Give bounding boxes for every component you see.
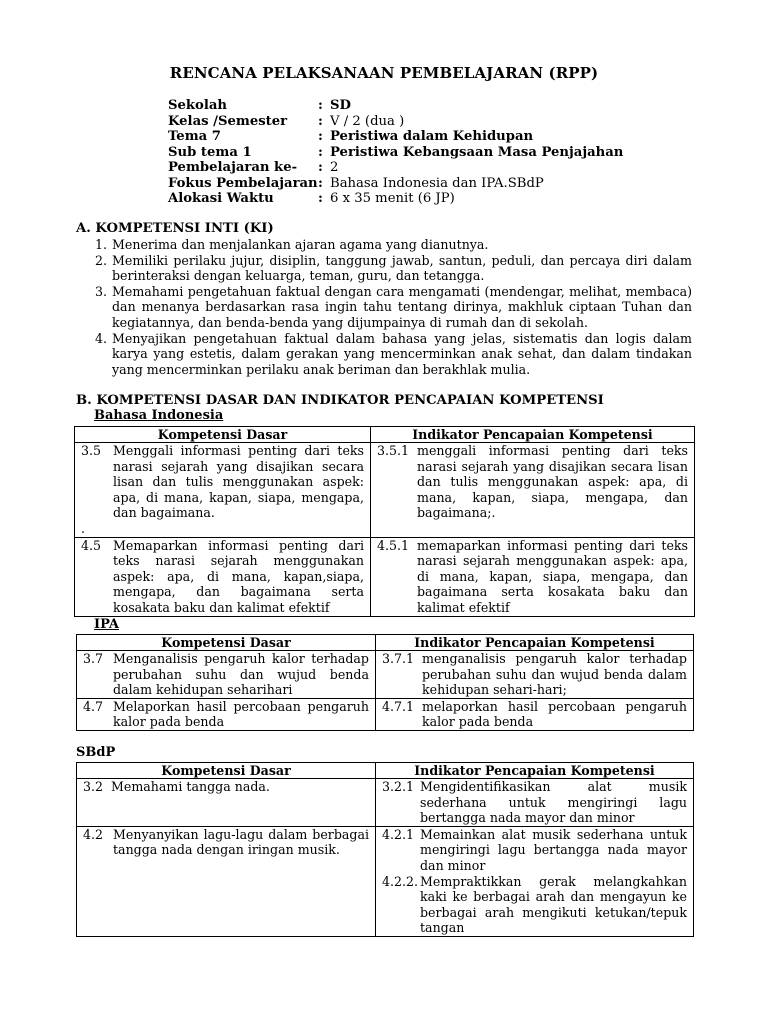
indicator-text: Mengidentifikasikan alat musik sederhana untuk mengiringi lagu bertangga nada mayor dan minor: [420, 779, 687, 826]
info-label: Kelas /Semester: [168, 113, 288, 129]
indicator-text: Mempraktikkan gerak melangkahkan kaki ke berbagai arah dan mengayun ke berbagai arah mengikuti ketukan/tepuk tangan: [420, 873, 687, 936]
section-a-heading: A. KOMPETENSI INTI (KI): [76, 221, 274, 236]
info-value: 2: [330, 160, 339, 175]
kd-cell: [77, 698, 376, 730]
kd-text: Melaporkan hasil percobaan pengaruh kalor pada benda: [113, 698, 369, 730]
kd-number: 3.7: [83, 651, 104, 666]
indicator-number: 4.2.2.: [382, 873, 419, 889]
indicator-cell: [376, 826, 694, 936]
indicator-cell: [371, 537, 695, 616]
ki-list: [84, 237, 692, 377]
kd-number: 3.2: [83, 779, 104, 794]
ki-number: 4.: [94, 330, 107, 346]
kd-number: 3.5: [81, 443, 102, 458]
info-colon: :: [318, 160, 323, 175]
table-row: [75, 443, 695, 538]
indicator-number: 4.5.1: [377, 537, 410, 553]
info-row-focus: [168, 176, 623, 192]
column-header-kd: Kompetensi Dasar: [75, 427, 371, 443]
indicator-cell: [376, 651, 694, 699]
table-row: [77, 651, 694, 699]
kd-cell: [77, 651, 376, 699]
column-header-ipk: Indikator Pencapaian Kompetensi: [371, 427, 695, 443]
ki-item: [84, 331, 692, 378]
ki-number: 1.: [94, 237, 107, 252]
kd-text: Memahami tangga nada.: [111, 779, 270, 794]
kd-text: Menganalisis pengaruh kalor terhadap perubahan suhu dan wujud benda dalam kehidupan seharihari: [113, 651, 369, 698]
column-header-ipk: Indikator Pencapaian Kompetensi: [376, 763, 694, 779]
info-colon: :: [318, 175, 323, 191]
indicator-text: menggali informasi penting dari teks narasi sejarah yang disajikan secara lisan dan tulis menggunakan aspek: apa, di mana, kapan, siapa, mengapa, dan bagaimana;.: [417, 443, 688, 521]
info-value: Peristiwa Kebangsaan Masa Penjajahan: [330, 144, 624, 160]
bahasa-indonesia-table: [74, 426, 695, 617]
info-row-subtheme: [168, 145, 623, 161]
ipa-heading: IPA: [94, 617, 119, 632]
kd-extra: .: [81, 520, 86, 536]
info-colon: :: [318, 129, 323, 144]
ipa-table: [76, 634, 694, 731]
kd-text: Memaparkan informasi penting dari teks narasi sejarah menggunakan aspek: apa, di mana, kapan,siapa, mengapa, dan bagaimana serta kosakata baku dan kalimat efektif: [113, 537, 364, 615]
sbdp-table: [76, 762, 694, 937]
indicator-text: Memainkan alat musik sederhana untuk mengiringi lagu bertangga nada mayor dan minor: [420, 826, 687, 873]
ki-item: [84, 253, 692, 284]
info-label: Sekolah: [168, 98, 227, 113]
identity-block: [168, 98, 623, 207]
ki-item: [84, 237, 692, 253]
section-b-heading: B. KOMPETENSI DASAR DAN INDIKATOR PENCAPAIAN KOMPETENSI: [76, 393, 604, 408]
table-row: [77, 826, 694, 936]
kd-number: 4.7: [83, 698, 104, 714]
kd-number: 4.5: [81, 537, 102, 553]
table-header-row: [77, 763, 694, 779]
info-colon: :: [318, 144, 323, 160]
kd-cell: [77, 779, 376, 827]
indicator-number: 3.2.1: [382, 779, 415, 794]
table-row: [77, 779, 694, 827]
indicator-number: 4.7.1: [382, 698, 415, 714]
info-colon: :: [318, 113, 323, 129]
indicator-number: 4.2.1: [382, 826, 415, 842]
sbdp-heading: SBdP: [76, 745, 116, 760]
table-header-row: [75, 427, 695, 443]
kd-cell: [75, 537, 371, 616]
info-row-theme: [168, 129, 623, 145]
indicator-text: memaparkan informasi penting dari teks narasi sejarah menggunakan aspek: apa, di mana, kapan, siapa, mengapa, dan bagaimana serta kosakata baku dan kalimat efektif: [417, 537, 688, 615]
info-value: Peristiwa dalam Kehidupan: [330, 129, 534, 144]
kd-text: Menyanyikan lagu-lagu dalam berbagai tangga nada dengan iringan musik.: [113, 826, 369, 858]
kd-cell: [77, 826, 376, 936]
table-row: [77, 698, 694, 730]
info-value: 6 x 35 menit (6 JP): [330, 191, 455, 206]
info-label: Sub tema 1: [168, 144, 252, 160]
table-row: [75, 537, 695, 616]
indicator-text: menganalisis pengaruh kalor terhadap perubahan suhu dan wujud benda dalam kehidupan sehari-hari;: [422, 651, 687, 698]
table-header-row: [77, 635, 694, 651]
indicator-text: melaporkan hasil percobaan pengaruh kalor pada benda: [422, 698, 687, 730]
ki-number: 2.: [94, 252, 107, 268]
ki-text: Menerima dan menjalankan ajaran agama yang dianutnya.: [112, 237, 489, 252]
column-header-kd: Kompetensi Dasar: [77, 635, 376, 651]
info-colon: :: [318, 191, 323, 206]
ki-number: 3.: [94, 283, 107, 299]
column-header-ipk: Indikator Pencapaian Kompetensi: [376, 635, 694, 651]
ki-text: Memahami pengetahuan faktual dengan cara mengamati (mendengar, melihat, membaca) dan menanya berdasarkan rasa ingin tahu tentang dirinya, makhluk ciptaan Tuhan dan kegiatannya, dan benda-benda yang dijumpainya di rumah dan di sekolah.: [112, 283, 692, 330]
bahasa-indonesia-heading: Bahasa Indonesia: [94, 408, 224, 423]
indicator-cell: [371, 443, 695, 538]
info-value: V / 2 (dua ): [330, 113, 405, 129]
info-colon: :: [318, 98, 323, 113]
info-value: Bahasa Indonesia dan IPA.SBdP: [330, 175, 544, 191]
indicator-cell: [376, 779, 694, 827]
indicator-cell: [376, 698, 694, 730]
info-label: Alokasi Waktu: [168, 191, 274, 206]
info-row-time: [168, 191, 623, 207]
ki-item: [84, 284, 692, 331]
indicator-number: 3.7.1: [382, 651, 415, 666]
column-header-kd: Kompetensi Dasar: [77, 763, 376, 779]
info-row-lesson: [168, 160, 623, 176]
info-label: Tema 7: [168, 129, 221, 144]
kd-text: Menggali informasi penting dari teks narasi sejarah yang disajikan secara lisan dan tulis menggunakan aspek: apa, di mana, kapan, siapa, mengapa, dan bagaimana.: [113, 443, 364, 521]
info-label: Fokus Pembelajaran: [168, 175, 318, 191]
info-label: Pembelajaran ke-: [168, 160, 298, 175]
document-title: RENCANA PELAKSANAAN PEMBELAJARAN (RPP): [169, 64, 599, 82]
ki-text: Memiliki perilaku jujur, disiplin, tanggung jawab, santun, peduli, dan percaya diri dalam berinteraksi dengan keluarga, teman, guru, dan tetangga.: [112, 252, 692, 284]
indicator-number: 3.5.1: [377, 443, 410, 458]
ki-text: Menyajikan pengetahuan faktual dalam bahasa yang jelas, sistematis dan logis dalam karya yang estetis, dalam gerakan yang mencerminkan anak sehat, dan dalam tindakan yang mencerminkan perilaku anak beriman dan berakhlak mulia.: [112, 330, 692, 377]
kd-number: 4.2: [83, 826, 104, 842]
info-value: SD: [330, 98, 351, 113]
kd-cell: [75, 443, 371, 538]
info-row-class: [168, 114, 623, 130]
info-row-school: [168, 98, 623, 114]
